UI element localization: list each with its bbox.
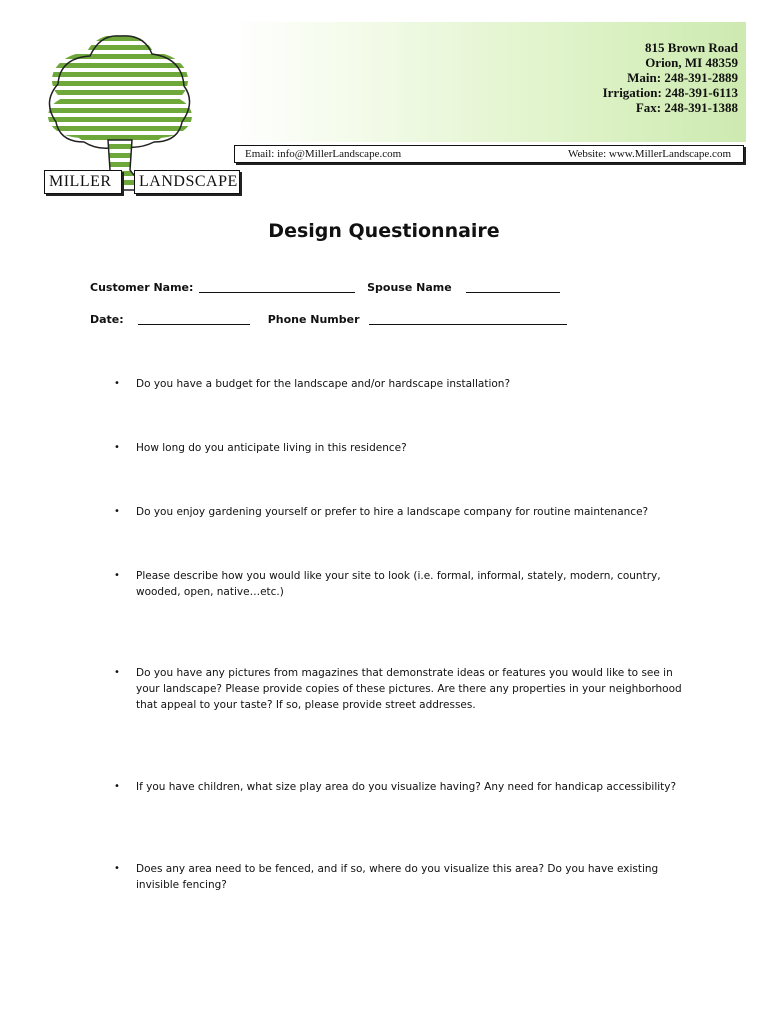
phone-number-field[interactable] [369, 313, 567, 325]
bullet: • [114, 570, 120, 581]
spouse-name-label: Spouse Name [367, 281, 452, 294]
logo-word-landscape: LANDSCAPE [134, 170, 240, 194]
question-item [114, 665, 696, 713]
street-address: 815 Brown Road [645, 40, 738, 55]
bullet: • [114, 863, 120, 874]
company-logo [20, 30, 238, 198]
question-text: Do you have a budget for the landscape and/or hardscape installation? [136, 378, 511, 390]
date-phone-row [90, 313, 567, 326]
question-item [114, 504, 696, 520]
fax-number: Fax: 248-391-1388 [635, 100, 738, 115]
bullet: • [114, 506, 120, 517]
irrigation-phone: Irrigation: 248-391-6113 [602, 85, 738, 100]
question-text: Does any area need to be fenced, and if so, where do you visualize this area? Do you have existing invisible fencing? [136, 863, 659, 891]
customer-name-label: Customer Name: [90, 281, 194, 294]
question-text: How long do you anticipate living in this residence? [136, 442, 407, 454]
page-title: Design Questionnaire [268, 220, 500, 242]
bullet: • [114, 667, 120, 678]
spouse-name-field[interactable] [466, 281, 560, 293]
question-text: Do you enjoy gardening yourself or prefer to hire a landscape company for routine maintenance? [136, 506, 649, 518]
city-state-zip: Orion, MI 48359 [645, 55, 738, 70]
main-phone: Main: 248-391-2889 [627, 70, 738, 85]
customer-row [90, 281, 560, 294]
email-link[interactable]: Email: info@MillerLandscape.com [245, 148, 402, 160]
question-text: Do you have any pictures from magazines that demonstrate ideas or features you would like to see in your landscape? Please provide copies of these pictures. Are there any properties in your neighborhood that appeal to your taste? If so, please provide street addresses. [136, 667, 682, 711]
bullet: • [114, 378, 120, 389]
question-item [114, 568, 696, 600]
logo-word-miller: MILLER [44, 170, 122, 194]
bullet: • [114, 781, 120, 792]
customer-name-field[interactable] [199, 281, 355, 293]
question-text: If you have children, what size play area do you visualize having? Any need for handicap accessibility? [136, 781, 677, 793]
question-item [114, 376, 696, 392]
bullet: • [114, 442, 120, 453]
date-field[interactable] [138, 313, 250, 325]
question-item [114, 779, 696, 795]
question-item [114, 440, 696, 456]
date-label: Date: [90, 313, 124, 326]
company-address [603, 40, 738, 115]
question-item [114, 861, 696, 893]
phone-number-label: Phone Number [267, 313, 360, 326]
website-link[interactable]: Website: www.MillerLandscape.com [567, 148, 731, 160]
contact-bar [234, 145, 744, 163]
question-text: Please describe how you would like your site to look (i.e. formal, informal, stately, modern, country, wooded, open, native…etc.) [136, 570, 661, 598]
